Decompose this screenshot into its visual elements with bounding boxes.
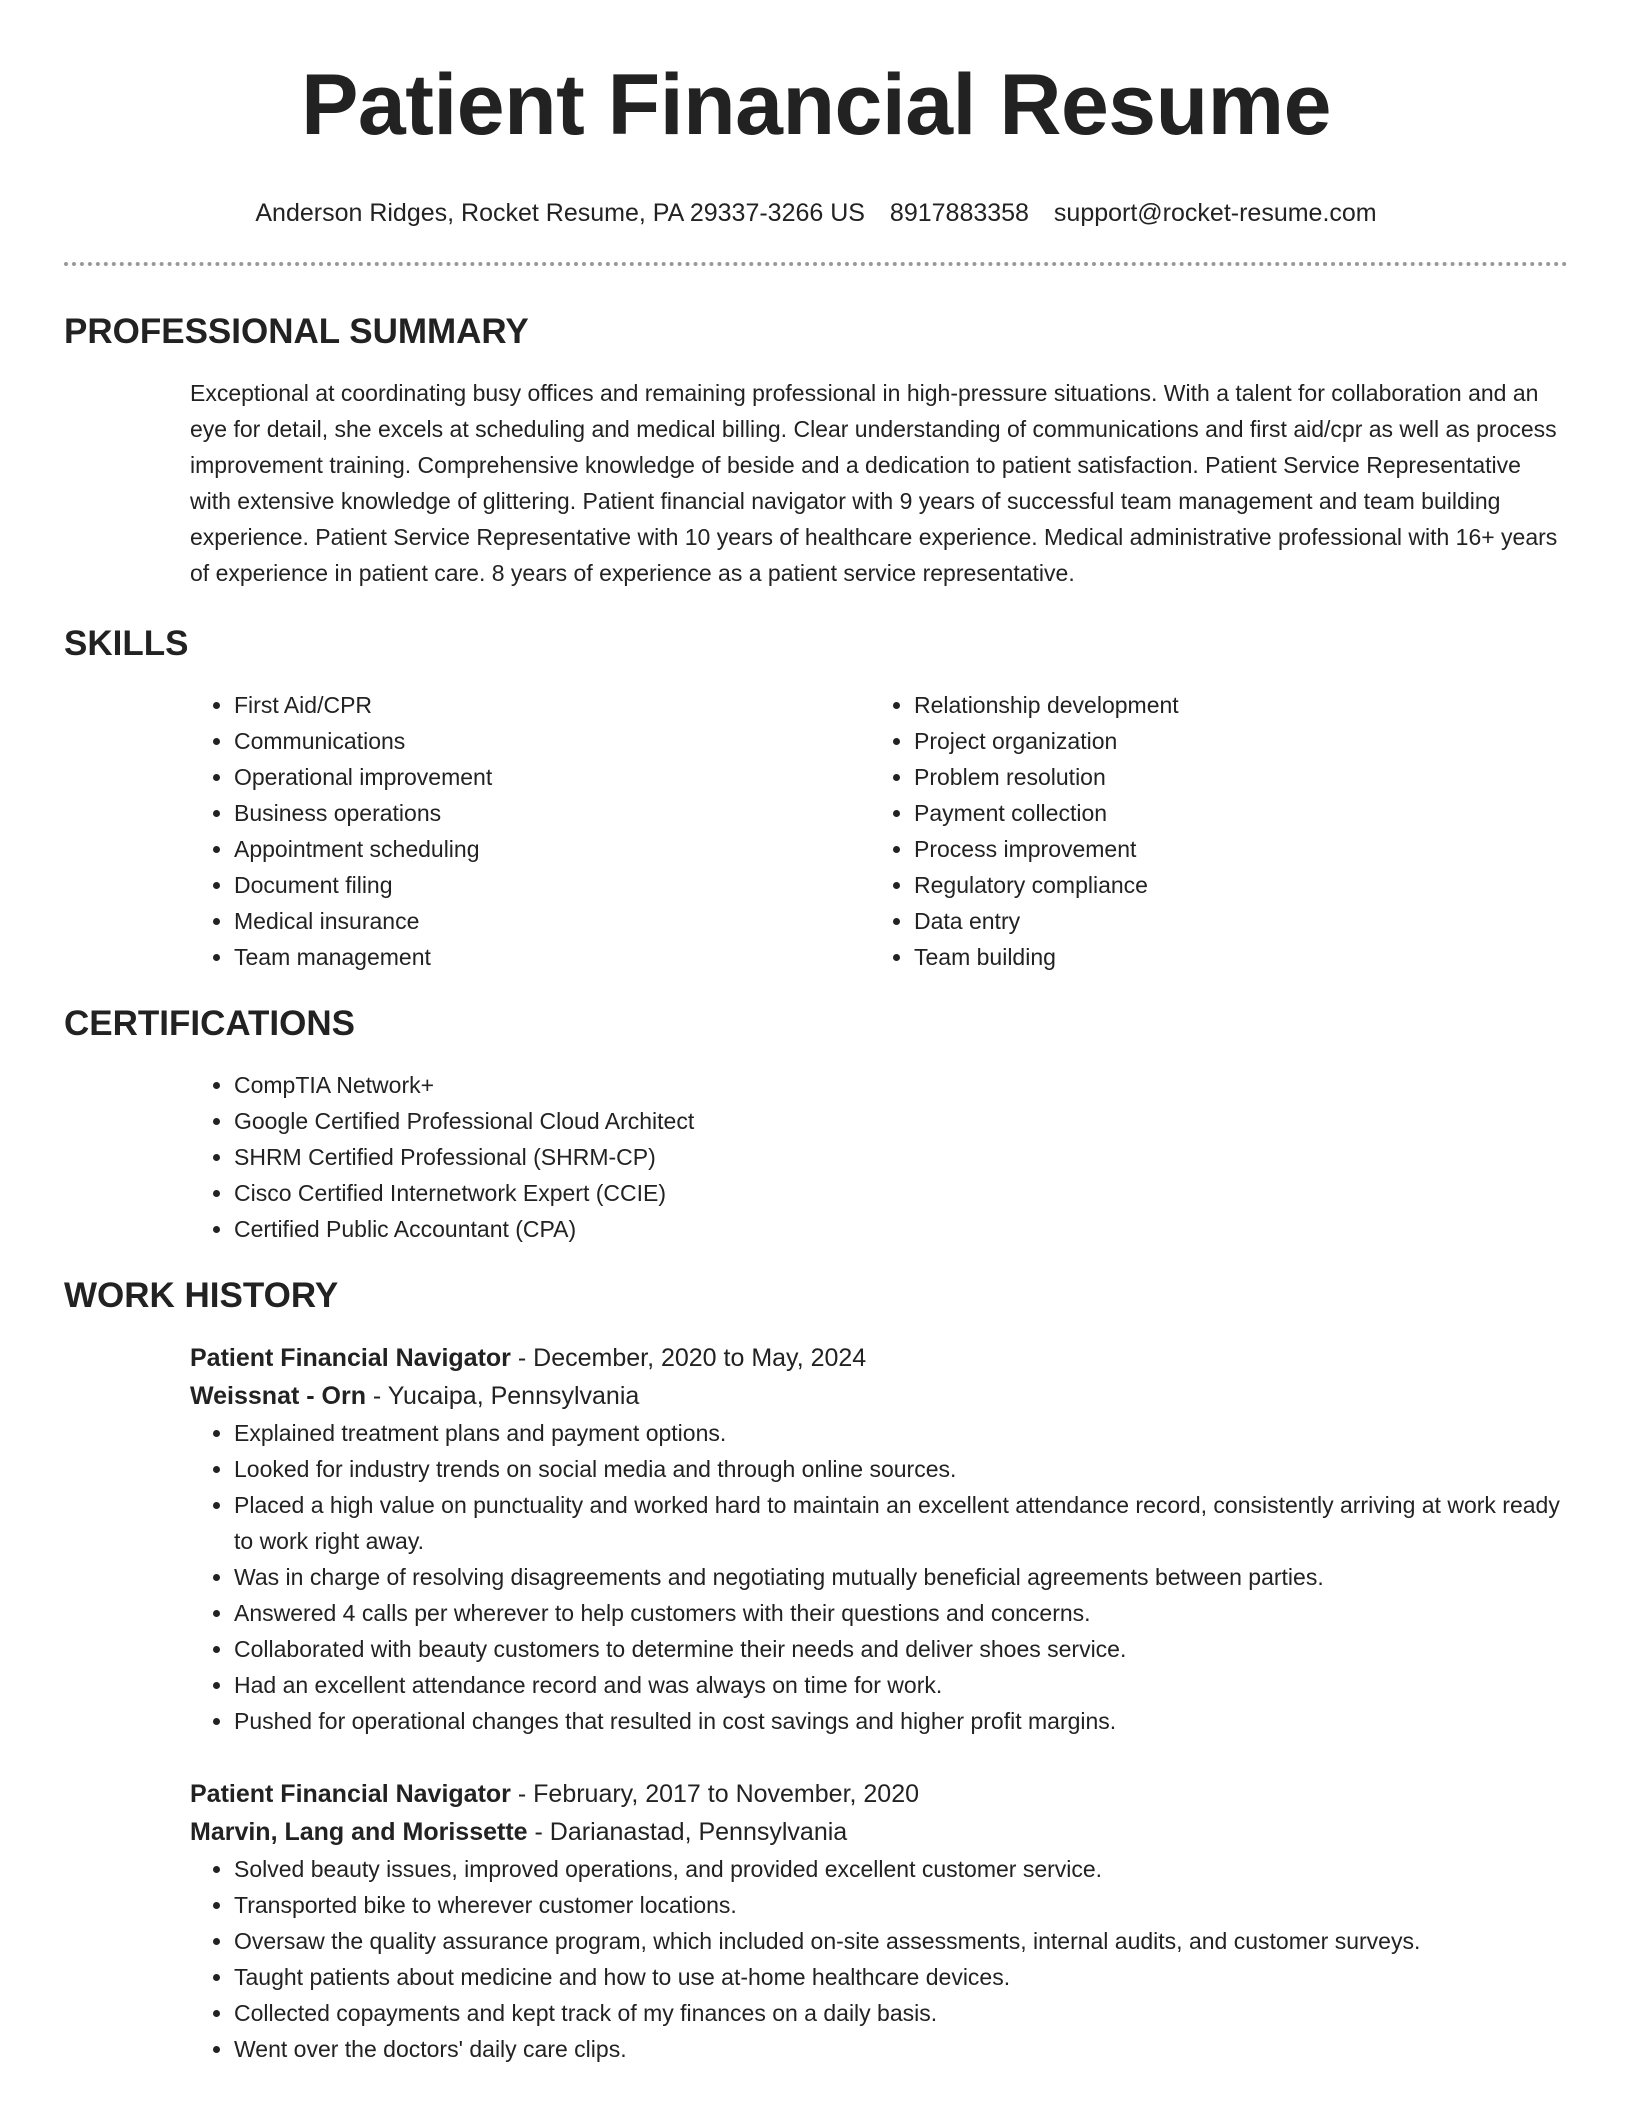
section-title-skills: SKILLS [64, 624, 189, 663]
job-bullet: • Oversaw the quality assurance program, which included on-site assessments, internal audits, and customer surveys. [234, 1923, 1568, 1959]
job-bullet: • Explained treatment plans and payment options. [234, 1415, 1568, 1451]
job-location: - Yucaipa, Pennsylvania [365, 1382, 640, 1410]
job-bullet: • Collected copayments and kept track of my finances on a daily basis. [234, 1995, 1568, 2031]
certification-item: • Cisco Certified Internetwork Expert (CCIE) [234, 1175, 1568, 1211]
certification-item: • Certified Public Accountant (CPA) [234, 1211, 1568, 1247]
job-bullet: • Transported bike to wherever customer locations. [234, 1887, 1568, 1923]
skills-grid [190, 687, 1568, 975]
summary-text: Exceptional at coordinating busy offices and remaining professional in high-pressure situations. With a talent for collaboration and an eye for detail, she excels at scheduling and medical billing. Clear understanding of communications and first aid/cpr as well as process improvement training. Comprehensive knowledge of beside and a dedication to patient satisfaction. Patient Service Representative with extensive knowledge of glittering. Patient financial navigator with 9 years of successful team management and team building experience. Patient Service Representative with 10 years of healthcare experience. Medical administrative professional with 16+ years of experience in patient care. 8 years of experience as a patient service representative. [190, 380, 1558, 586]
resume-title: Patient Financial Resume [301, 57, 1331, 153]
skill-item: • Problem resolution [914, 759, 1550, 795]
skill-item: • Operational improvement [234, 759, 870, 795]
skill-item: • Team building [914, 939, 1550, 975]
contact-line [64, 198, 1568, 228]
header-divider [64, 262, 1568, 266]
job-company-line [190, 1813, 1568, 1851]
job-bullet: • Was in charge of resolving disagreements and negotiating mutually beneficial agreements between parties. [234, 1559, 1568, 1595]
skill-item: • Regulatory compliance [914, 867, 1550, 903]
skills-column-left [190, 687, 870, 975]
skill-item: • Team management [234, 939, 870, 975]
certifications-list [190, 1067, 1568, 1247]
section-title-certifications: CERTIFICATIONS [64, 1004, 356, 1043]
job-bullets [190, 1851, 1568, 2067]
job-entry [190, 1339, 1568, 1739]
skills-column-right [870, 687, 1550, 975]
job-role-line [190, 1775, 1568, 1813]
job-bullet: • Went over the doctors' daily care clips. [234, 2031, 1568, 2067]
job-bullets [190, 1415, 1568, 1739]
job-dates: - December, 2020 to May, 2024 [510, 1344, 867, 1372]
job-bullet: • Taught patients about medicine and how to use at-home healthcare devices. [234, 1959, 1568, 1995]
skill-item: • Relationship development [914, 687, 1550, 723]
skills-list-right [870, 687, 1550, 975]
contact-phone: 8917883358 [889, 199, 1029, 227]
job-dates: - February, 2017 to November, 2020 [510, 1780, 920, 1808]
skill-item: • Process improvement [914, 831, 1550, 867]
job-role: Patient Financial Navigator [190, 1344, 511, 1372]
job-bullet: • Placed a high value on punctuality and worked hard to maintain an excellent attendance record, consistently arriving at work ready to work right away. [234, 1487, 1568, 1559]
skill-item: • Project organization [914, 723, 1550, 759]
job-bullet: • Looked for industry trends on social media and through online sources. [234, 1451, 1568, 1487]
job-company: Marvin, Lang and Morissette [190, 1818, 528, 1846]
skill-item: • First Aid/CPR [234, 687, 870, 723]
skill-item: • Medical insurance [234, 903, 870, 939]
certification-item: • CompTIA Network+ [234, 1067, 1568, 1103]
certification-item: • Google Certified Professional Cloud Architect [234, 1103, 1568, 1139]
job-role-line [190, 1339, 1568, 1377]
job-bullet: • Collaborated with beauty customers to determine their needs and deliver shoes service. [234, 1631, 1568, 1667]
job-bullet: • Answered 4 calls per wherever to help customers with their questions and concerns. [234, 1595, 1568, 1631]
job-company: Weissnat - Orn [190, 1382, 366, 1410]
skill-item: • Business operations [234, 795, 870, 831]
job-bullet: • Solved beauty issues, improved operations, and provided excellent customer service. [234, 1851, 1568, 1887]
job-company-line [190, 1377, 1568, 1415]
job-bullet: • Pushed for operational changes that resulted in cost savings and higher profit margins. [234, 1703, 1568, 1739]
section-title-summary: PROFESSIONAL SUMMARY [64, 312, 529, 351]
skill-item: • Payment collection [914, 795, 1550, 831]
contact-email: support@rocket-resume.com [1053, 199, 1377, 227]
skill-item: • Document filing [234, 867, 870, 903]
job-role: Patient Financial Navigator [190, 1780, 511, 1808]
job-location: - Darianastad, Pennsylvania [527, 1818, 848, 1846]
skills-list-left [190, 687, 870, 975]
certifications-bullets [190, 1067, 1568, 1247]
skill-item: • Communications [234, 723, 870, 759]
contact-address: Anderson Ridges, Rocket Resume, PA 29337-3266 US [255, 199, 865, 227]
skill-item: • Appointment scheduling [234, 831, 870, 867]
certification-item: • SHRM Certified Professional (SHRM-CP) [234, 1139, 1568, 1175]
job-bullet: • Had an excellent attendance record and was always on time for work. [234, 1667, 1568, 1703]
skill-item: • Data entry [914, 903, 1550, 939]
section-title-work-history: WORK HISTORY [64, 1276, 339, 1315]
job-entry [190, 1775, 1568, 2067]
